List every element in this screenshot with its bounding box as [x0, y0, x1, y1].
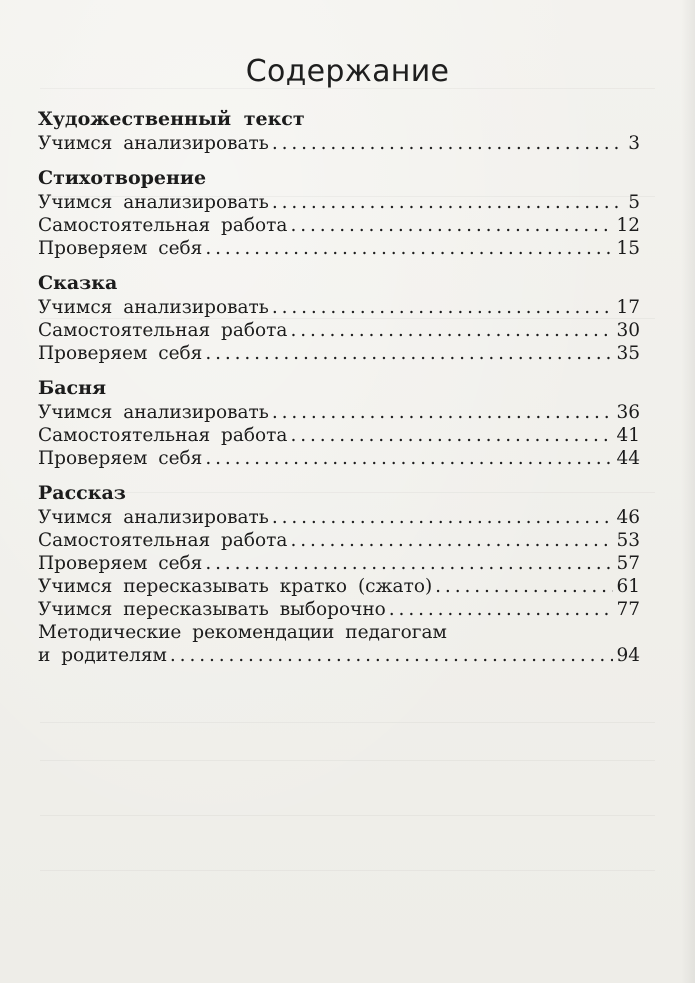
entry-label: Самостоятельная работа: [38, 320, 288, 341]
entry-page-number: 53: [616, 530, 640, 551]
entry-label: Учимся пересказывать кратко (сжато): [38, 576, 433, 597]
dot-leader: [272, 296, 614, 319]
entry-page-number: 3: [628, 133, 640, 154]
table-of-contents: [38, 106, 640, 667]
section-heading: Сказка: [38, 272, 118, 294]
entry-label: Проверяем себя: [38, 343, 203, 364]
entry-label: Самостоятельная работа: [38, 425, 288, 446]
toc-entry[interactable]: [38, 237, 640, 260]
dot-leader: [272, 132, 625, 155]
dot-leader: [389, 598, 614, 621]
toc-entry[interactable]: [38, 575, 640, 598]
dot-leader: [170, 644, 614, 667]
section-heading: Художественный текст: [38, 108, 305, 130]
bleed-through-line: [40, 760, 655, 761]
dot-leader: [290, 424, 613, 447]
entry-label: Самостоятельная работа: [38, 215, 288, 236]
entry-label: Учимся анализировать: [38, 402, 269, 423]
toc-entry[interactable]: [38, 424, 640, 447]
entry-page-number: 12: [616, 215, 640, 236]
dot-leader: [435, 575, 613, 598]
entry-label: Учимся анализировать: [38, 133, 269, 154]
dot-leader: [290, 529, 613, 552]
entry-page-number: 15: [616, 238, 640, 259]
dot-leader: [290, 214, 613, 237]
toc-section: [38, 480, 640, 667]
entry-page-number: 30: [616, 320, 640, 341]
toc-entry[interactable]: [38, 506, 640, 529]
entry-label: Проверяем себя: [38, 238, 203, 259]
toc-entry[interactable]: [38, 447, 640, 470]
dot-leader: [290, 319, 613, 342]
dot-leader: [205, 342, 613, 365]
toc-entry[interactable]: [38, 132, 640, 155]
dot-leader: [272, 401, 614, 424]
toc-entry[interactable]: [38, 319, 640, 342]
entry-page-number: 17: [616, 297, 640, 318]
entry-page-number: 36: [616, 402, 640, 423]
toc-section: [38, 106, 640, 155]
toc-entry-continuation: [38, 644, 640, 667]
entry-label: Самостоятельная работа: [38, 530, 288, 551]
entry-page-number: 44: [616, 448, 640, 469]
entry-label: Проверяем себя: [38, 448, 203, 469]
entry-label: и родителям: [38, 645, 167, 666]
entry-label-line1: Методические рекомендации педагогам: [38, 622, 447, 643]
entry-label: Учимся анализировать: [38, 192, 269, 213]
page-edge-shadow: [681, 0, 695, 983]
dot-leader: [205, 237, 613, 260]
toc-entry[interactable]: [38, 214, 640, 237]
section-heading: Басня: [38, 377, 107, 399]
entry-label: Учимся анализировать: [38, 507, 269, 528]
entry-label: Учимся пересказывать выборочно: [38, 599, 386, 620]
dot-leader: [272, 191, 625, 214]
dot-leader: [205, 552, 613, 575]
bleed-through-line: [40, 870, 655, 871]
entry-page-number: 57: [616, 553, 640, 574]
toc-section: [38, 270, 640, 365]
toc-entry[interactable]: [38, 529, 640, 552]
entry-page-number: 94: [616, 645, 640, 666]
entry-page-number: 61: [616, 576, 640, 597]
toc-entry[interactable]: [38, 342, 640, 365]
dot-leader: [205, 447, 613, 470]
toc-section: [38, 375, 640, 470]
entry-label: Проверяем себя: [38, 553, 203, 574]
entry-page-number: 77: [616, 599, 640, 620]
toc-entry[interactable]: [38, 598, 640, 621]
toc-entry[interactable]: [38, 191, 640, 214]
toc-section: [38, 165, 640, 260]
bleed-through-line: [40, 815, 655, 816]
toc-entry[interactable]: [38, 296, 640, 319]
toc-entry-multiline[interactable]: [38, 621, 640, 667]
page-title: Содержание: [245, 54, 450, 89]
toc-entry[interactable]: [38, 401, 640, 424]
section-heading: Стихотворение: [38, 167, 207, 189]
entry-page-number: 46: [616, 507, 640, 528]
bleed-through-line: [40, 722, 655, 723]
entry-page-number: 35: [616, 343, 640, 364]
dot-leader: [272, 506, 614, 529]
toc-entry[interactable]: [38, 552, 640, 575]
entry-label: Учимся анализировать: [38, 297, 269, 318]
entry-page-number: 41: [616, 425, 640, 446]
section-heading: Рассказ: [38, 482, 126, 504]
entry-page-number: 5: [628, 192, 640, 213]
